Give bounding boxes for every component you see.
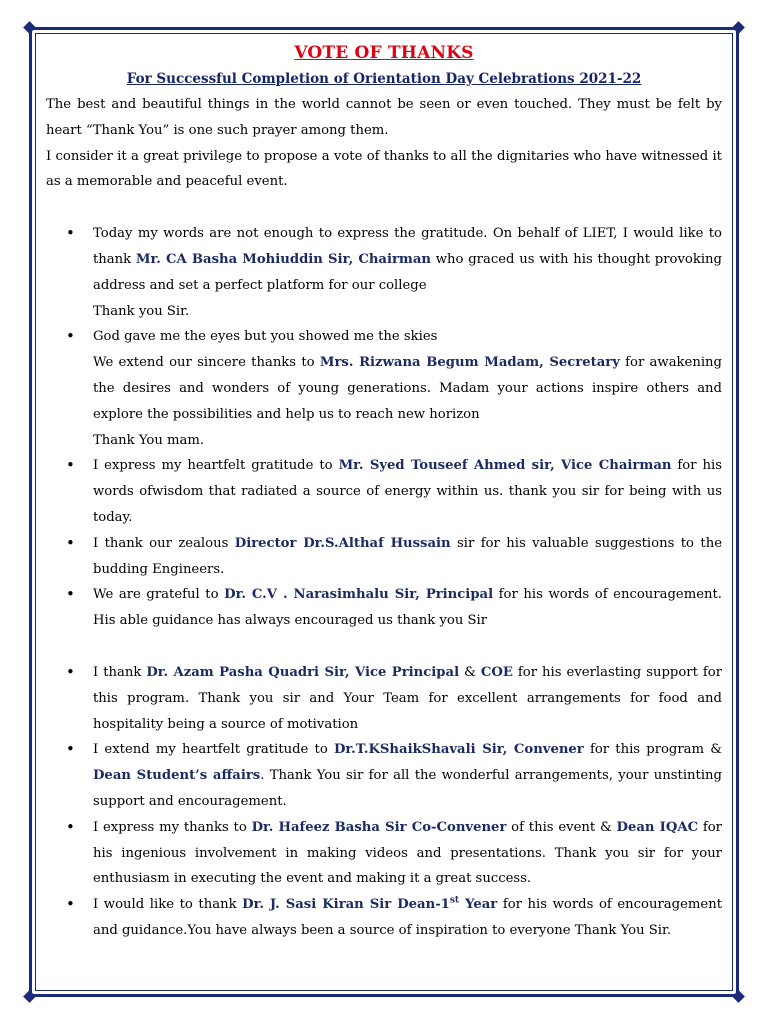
dignitary-name: Mr. Syed Touseef Ahmed sir, Vice Chairman bbox=[338, 458, 672, 474]
item-text: . Thank You sir for all the wonderful arrangements, your unstinting support and encouragement. bbox=[93, 768, 722, 809]
dignitary-role: COE bbox=[480, 664, 513, 680]
item-text: for his words of encouragement. His able guidance has always encouraged us thank you Sir bbox=[93, 587, 722, 629]
item-text: I express my thanks to bbox=[93, 819, 252, 835]
intro-paragraph-2: I consider it a great privilege to propose a vote of thanks to all the dignitaries who have witnessed it as a memorable and peaceful event. bbox=[46, 148, 722, 190]
dignitary-name: Mr. CA Basha Mohiuddin Sir, Chairman bbox=[135, 251, 431, 267]
list-item-vice-principal bbox=[46, 660, 722, 737]
document-body bbox=[46, 40, 722, 944]
item-closing: Thank you Sir. bbox=[93, 303, 190, 319]
dignitary-name: Mrs. Rizwana Begum Madam, Secretary bbox=[319, 355, 620, 371]
dignitary-name: Dr.T.KShaikShavali Sir, Convener bbox=[333, 742, 584, 758]
item-text: I thank bbox=[93, 664, 147, 680]
item-text: who graced us with his thought provoking address and set a perfect platform for our college bbox=[93, 251, 722, 293]
item-text: for this program & bbox=[583, 742, 722, 758]
ordinal-suffix: st bbox=[449, 895, 460, 906]
dignitary-role: Dean IQAC bbox=[616, 819, 699, 835]
list-item-dean-first-year bbox=[46, 892, 722, 944]
item-text: for his words ofwisdom that radiated a source of energy within us. thank you sir for being with us today. bbox=[93, 458, 722, 525]
blank-line bbox=[46, 195, 722, 221]
document-title: VOTE OF THANKS bbox=[294, 43, 474, 63]
document-subtitle: For Successful Completion of Orientation Day Celebrations 2021-22 bbox=[126, 71, 642, 87]
item-text: We extend our sincere thanks to bbox=[93, 355, 320, 371]
dignitary-name: Dr. Hafeez Basha Sir Co-Convener bbox=[251, 819, 507, 835]
dignitary-name bbox=[242, 897, 497, 912]
item-quote: • God gave me the eyes but you showed me the skies bbox=[93, 329, 438, 345]
item-text: I extend my heartfelt gratitude to bbox=[93, 742, 334, 758]
dignitary-name-text: Year bbox=[459, 897, 498, 913]
item-closing: Thank You mam. bbox=[93, 432, 205, 448]
item-text: Today my words are not enough to express the gratitude. On behalf of LIET, I would like to thank bbox=[93, 226, 722, 267]
list-item-secretary bbox=[46, 324, 722, 453]
thanks-list bbox=[46, 221, 722, 944]
intro-paragraph-1: The best and beautiful things in the world cannot be seen or even touched. They must be felt by heart “Thank You” is one such prayer among them. bbox=[46, 97, 722, 138]
item-text: I thank our zealous bbox=[93, 535, 235, 551]
item-text: We are grateful to bbox=[93, 587, 225, 603]
dignitary-name-text: Dr. J. Sasi Kiran Sir Dean-1 bbox=[242, 897, 450, 913]
item-text: for awakening the desires and wonders of young generations. Madam your actions inspire others and explore the possibilities and help us to reach new horizon bbox=[93, 355, 722, 422]
item-text: sir for his valuable suggestions to the budding Engineers. bbox=[93, 535, 723, 577]
item-text: I would like to thank bbox=[93, 897, 243, 913]
item-text: for his words of encouragement and guidance.You have always been a source of inspiration to everyone Thank You Sir. bbox=[93, 897, 722, 938]
list-item-convener bbox=[46, 737, 722, 814]
item-text: for his everlasting support for this program. Thank you sir and Your Team for excellent arrangements for food and hospitality being a source of motivation bbox=[93, 664, 723, 732]
dignitary-role: Dean Student’s affairs bbox=[93, 768, 261, 784]
list-item-principal bbox=[46, 582, 722, 634]
list-item-director bbox=[46, 531, 722, 583]
item-text: & bbox=[459, 664, 481, 680]
list-item-vice-chairman bbox=[46, 453, 722, 530]
dignitary-name: Dr. C.V . Narasimhalu Sir, Principal bbox=[224, 587, 494, 603]
list-item-co-convener bbox=[46, 815, 722, 892]
item-text: for his ingenious involvement in making videos and presentations. Thank you sir for your enthusiasm in executing the event and making it a great success. bbox=[93, 819, 722, 887]
dignitary-name: Dr. Azam Pasha Quadri Sir, Vice Principal bbox=[146, 664, 460, 680]
dignitary-name: Director Dr.S.Althaf Hussain bbox=[234, 535, 451, 551]
item-text: I express my heartfelt gratitude to bbox=[93, 458, 339, 474]
list-item-chairman bbox=[46, 221, 722, 324]
item-text: of this event & bbox=[506, 819, 617, 835]
